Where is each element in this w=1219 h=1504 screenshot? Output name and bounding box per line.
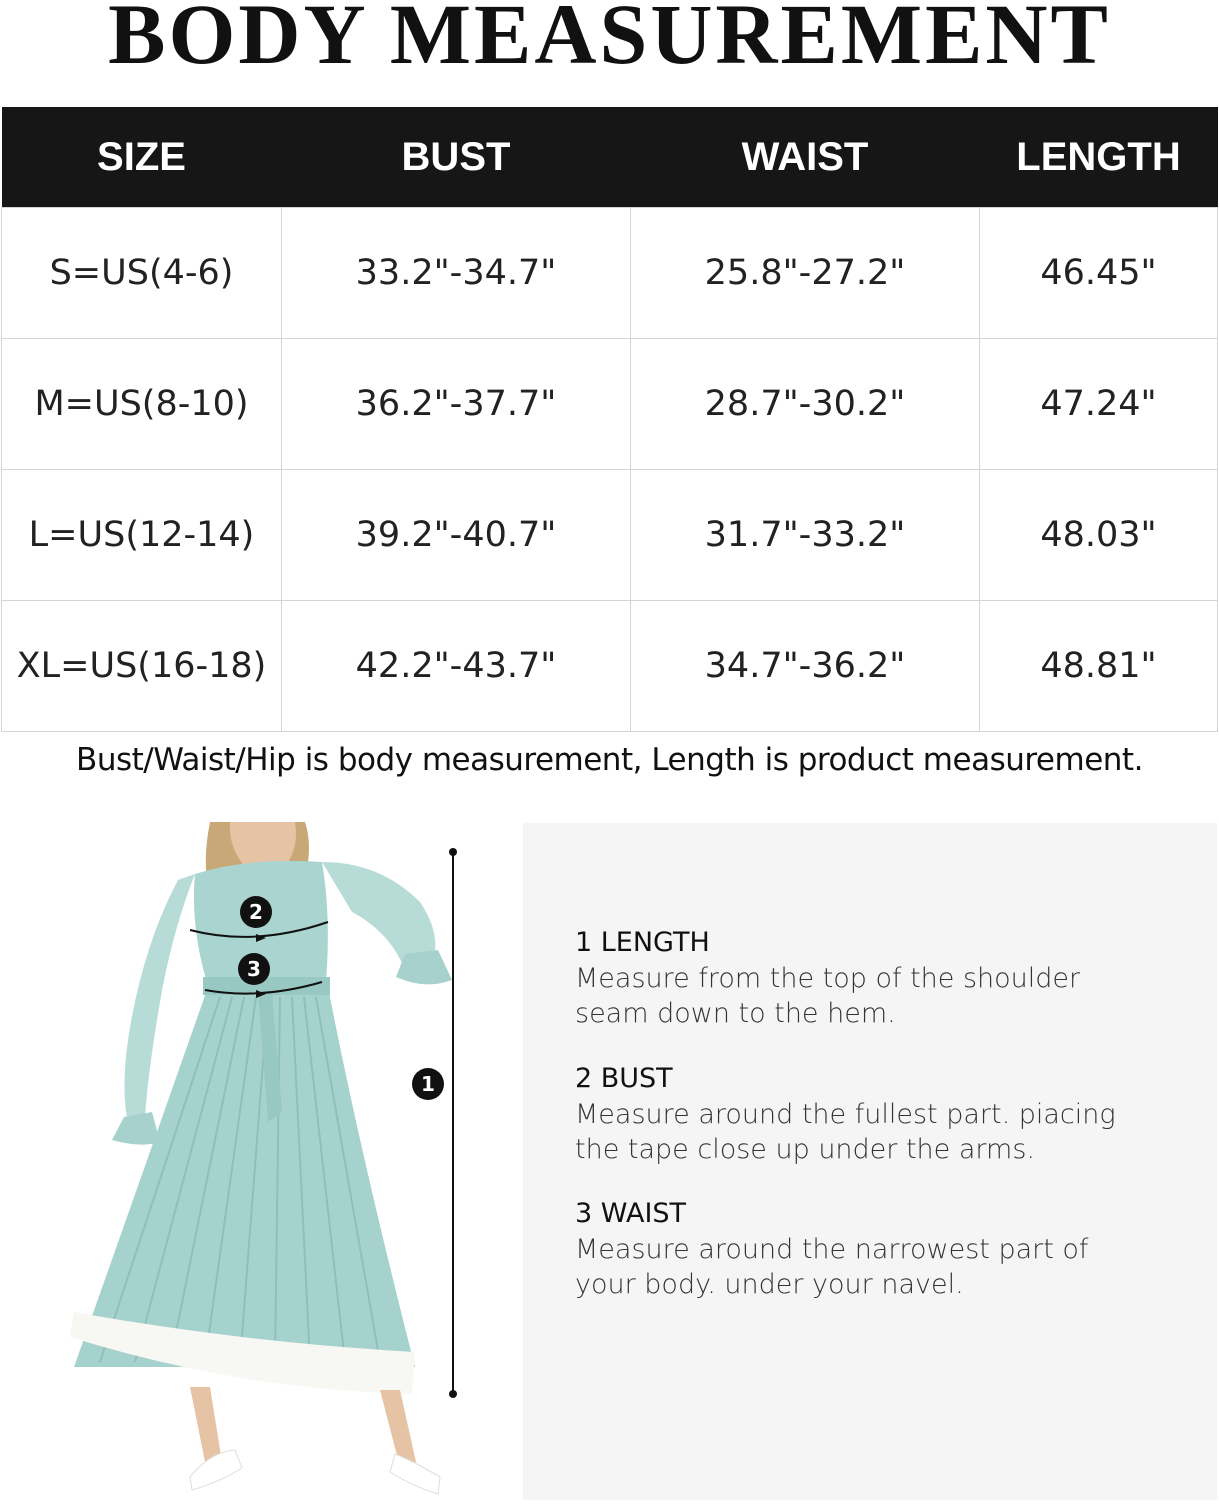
header-bust: BUST	[282, 107, 631, 208]
length-cell: 48.03"	[980, 470, 1218, 601]
bust-cell: 42.2"-43.7"	[282, 601, 631, 732]
waist-cell: 34.7"-36.2"	[631, 601, 980, 732]
size-cell: S=US(4-6)	[2, 208, 282, 339]
instruction-heading: 3 WAIST	[575, 1198, 687, 1229]
instruction-text: seam down to the hem.	[575, 998, 896, 1029]
instruction-text: Measure around the fullest part. piacing	[575, 1099, 1116, 1130]
waist-cell: 25.8"-27.2"	[631, 208, 980, 339]
size-cell: M=US(8-10)	[2, 339, 282, 470]
table-row	[2, 208, 1218, 339]
header-length: LENGTH	[980, 107, 1218, 208]
size-cell: XL=US(16-18)	[2, 601, 282, 732]
dress-illustration	[60, 822, 510, 1500]
size-chart-table	[1, 107, 1218, 732]
instruction-text: the tape close up under the arms.	[575, 1134, 1035, 1165]
waist-cell: 28.7"-30.2"	[631, 339, 980, 470]
instruction-heading: 2 BUST	[575, 1063, 673, 1094]
table-row	[2, 470, 1218, 601]
bust-cell: 33.2"-34.7"	[282, 208, 631, 339]
marker-1-badge: 1	[412, 1068, 444, 1100]
bust-cell: 39.2"-40.7"	[282, 470, 631, 601]
length-cell: 47.24"	[980, 339, 1218, 470]
table-row	[2, 601, 1218, 732]
instruction-text: your body. under your navel.	[575, 1269, 964, 1300]
measurement-instructions-panel	[523, 823, 1217, 1500]
waist-cell: 31.7"-33.2"	[631, 470, 980, 601]
instruction-text: Measure from the top of the shoulder	[575, 963, 1081, 994]
instruction-text: Measure around the narrowest part of	[575, 1234, 1089, 1265]
instruction-length	[575, 925, 1175, 1031]
instruction-heading: 1 LENGTH	[575, 927, 710, 958]
instruction-bust	[575, 1061, 1175, 1167]
marker-2-badge: 2	[240, 896, 272, 928]
length-cell: 48.81"	[980, 601, 1218, 732]
size-cell: L=US(12-14)	[2, 470, 282, 601]
table-header-row	[2, 107, 1218, 208]
length-cell: 46.45"	[980, 208, 1218, 339]
instruction-waist	[575, 1196, 1175, 1302]
page-title: BODY MEASUREMENT	[108, 0, 1111, 82]
bust-cell: 36.2"-37.7"	[282, 339, 631, 470]
header-size: SIZE	[2, 107, 282, 208]
table-row	[2, 339, 1218, 470]
dress-model-figure	[60, 822, 510, 1500]
marker-3-badge: 3	[238, 953, 270, 985]
header-waist: WAIST	[631, 107, 980, 208]
measurement-note: Bust/Waist/Hip is body measurement, Length is product measurement.	[76, 742, 1143, 778]
